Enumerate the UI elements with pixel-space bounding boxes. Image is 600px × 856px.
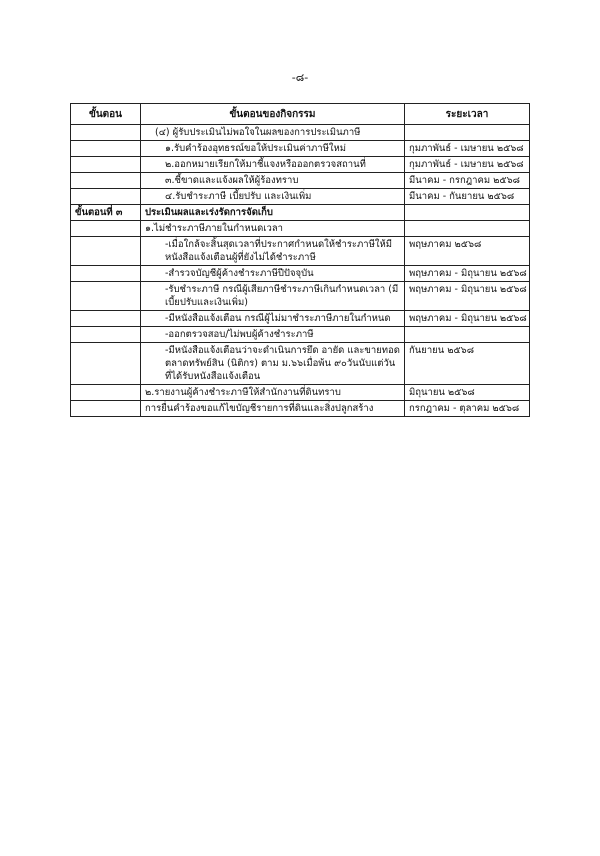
table-row	[71, 141, 530, 157]
row-activity-cell: -มีหนังสือแจ้งเตือนว่าจะดำเนินการยึด อายัด และขายทอดตลาดทรัพย์สิน (นิติกร) ตาม ม.๖๖เมื่อพ้น ๙๐วันนับแต่วันที่ได้รับหนังสือแจ้งเตือน	[141, 343, 405, 385]
table-row	[71, 173, 530, 189]
row-period-cell: พฤษภาคม ๒๕๖๘	[405, 237, 530, 266]
row-activity-cell: -สำรวจบัญชีผู้ค้างชำระภาษีปีปัจจุบัน	[141, 266, 405, 282]
table-row	[71, 343, 530, 385]
row-step-cell	[71, 401, 141, 417]
table-row	[71, 401, 530, 417]
table-row	[71, 327, 530, 343]
row-step-cell	[71, 221, 141, 237]
table-row	[71, 221, 530, 237]
row-step-cell	[71, 237, 141, 266]
header-step: ขั้นตอน	[71, 104, 141, 125]
header-activity: ขั้นตอนของกิจกรรม	[141, 104, 405, 125]
row-period-cell: กันยายน ๒๕๖๘	[405, 343, 530, 385]
table-header-row	[71, 104, 530, 125]
row-step-cell	[71, 282, 141, 311]
row-activity-cell: ๑.ไม่ชำระภาษีภายในกำหนดเวลา	[141, 221, 405, 237]
table-row	[71, 282, 530, 311]
table-row	[71, 385, 530, 401]
row-step-cell	[71, 343, 141, 385]
row-period-cell: กุมภาพันธ์ - เมษายน ๒๕๖๘	[405, 141, 530, 157]
row-activity-cell: ๓.ชี้ขาดและแจ้งผลให้ผู้ร้องทราบ	[141, 173, 405, 189]
table-body	[71, 125, 530, 417]
row-step-cell: ขั้นตอนที่ ๓	[71, 205, 141, 221]
schedule-table	[70, 103, 530, 417]
row-activity-cell: -มีหนังสือแจ้งเตือน กรณีผู้ไม่มาชำระภาษีภายในกำหนด	[141, 311, 405, 327]
row-period-cell	[405, 205, 530, 221]
table-row	[71, 266, 530, 282]
row-activity-cell: -ออกตรวจสอบ/ไม่พบผู้ค้างชำระภาษี	[141, 327, 405, 343]
table-row	[71, 205, 530, 221]
table-row	[71, 311, 530, 327]
row-activity-cell: การยื่นคำร้องขอแก้ไขบัญชีรายการที่ดินและสิ่งปลูกสร้าง	[141, 401, 405, 417]
row-step-cell	[71, 327, 141, 343]
page-number: -๘-	[291, 71, 309, 84]
row-step-cell	[71, 141, 141, 157]
table-row	[71, 237, 530, 266]
table-row	[71, 125, 530, 141]
row-period-cell	[405, 327, 530, 343]
row-step-cell	[71, 157, 141, 173]
row-activity-cell: ๒.ออกหมายเรียกให้มาชี้แจงหรือออกตรวจสถานที่	[141, 157, 405, 173]
row-activity-cell: ประเมินผลและเร่งรัดการจัดเก็บ	[141, 205, 405, 221]
row-period-cell: พฤษภาคม - มิถุนายน ๒๕๖๘	[405, 282, 530, 311]
header-period: ระยะเวลา	[405, 104, 530, 125]
row-period-cell: กรกฎาคม - ตุลาคม ๒๕๖๘	[405, 401, 530, 417]
row-period-cell	[405, 221, 530, 237]
row-step-cell	[71, 189, 141, 205]
row-period-cell	[405, 125, 530, 141]
row-activity-cell: -เมื่อใกล้จะสิ้นสุดเวลาที่ประกาศกำหนดให้ชำระภาษีให้มีหนังสือแจ้งเตือนผู้ที่ยังไม่ได้ชำระภาษี	[141, 237, 405, 266]
row-activity-cell: (๔) ผู้รับประเมินไม่พอใจในผลของการประเมินภาษี	[141, 125, 405, 141]
row-step-cell	[71, 311, 141, 327]
row-period-cell: มีนาคม - กันยายน ๒๕๖๘	[405, 189, 530, 205]
row-period-cell: กุมภาพันธ์ - เมษายน ๒๕๖๘	[405, 157, 530, 173]
row-activity-cell: ๒.รายงานผู้ค้างชำระภาษีให้สำนักงานที่ดินทราบ	[141, 385, 405, 401]
row-activity-cell: ๔.รับชำระภาษี เบี้ยปรับ และเงินเพิ่ม	[141, 189, 405, 205]
row-activity-cell: ๑.รับคำร้องอุทธรณ์ขอให้ประเมินค่าภาษีใหม่	[141, 141, 405, 157]
row-step-cell	[71, 125, 141, 141]
table-row	[71, 189, 530, 205]
row-period-cell: มีนาคม - กรกฎาคม ๒๕๖๘	[405, 173, 530, 189]
table-row	[71, 157, 530, 173]
row-activity-cell: -รับชำระภาษี กรณีผู้เสียภาษีชำระภาษีเกินกำหนดเวลา (มีเบี้ยปรับและเงินเพิ่ม)	[141, 282, 405, 311]
row-step-cell	[71, 385, 141, 401]
row-step-cell	[71, 173, 141, 189]
row-period-cell: มิถุนายน ๒๕๖๘	[405, 385, 530, 401]
row-step-cell	[71, 266, 141, 282]
row-period-cell: พฤษภาคม - มิถุนายน ๒๕๖๘	[405, 311, 530, 327]
row-period-cell: พฤษภาคม - มิถุนายน ๒๕๖๘	[405, 266, 530, 282]
